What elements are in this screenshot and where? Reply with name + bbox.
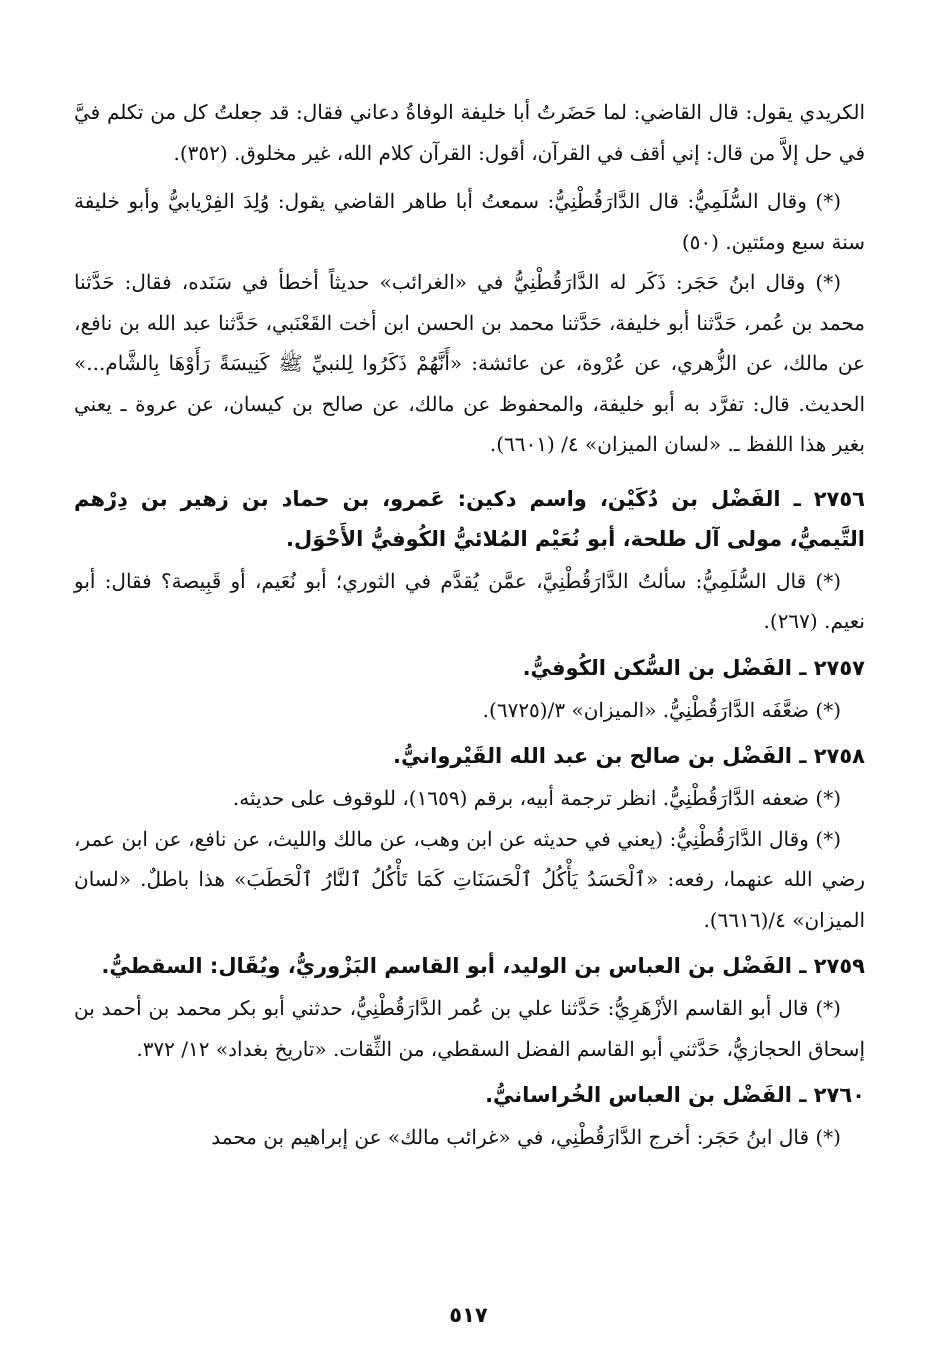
paragraph-sulami-thawri: (*) قال السُّلَمِيُّ: سألتُ الدَّارَقُطْنِيَّ، عمَّن يُقدَّم في الثوري؛ أبو نُعَيم، أو قَبِيصة؟ فقال: أبو نعيم. (٢٦٧). — [74, 568, 865, 633]
paragraph-kuraydi-quote: الكريدي يقول: قال القاضي: لما حَضَرتُ أبا خليفة الوفاةُ دعاني فقال: قد جعلتُ كل من تكلم فيَّ في حل إلاَّ من قال: إني أقف في القرآن، أقول: القرآن كلام الله، غير مخلوق. (٣٥٢). — [74, 100, 865, 165]
paragraph-daif-2758: (*) ضعفه الدَّارَقُطْنِيُّ. انظر ترجمة أبيه، برقم (١٦٥٩)، للوقوف على حديثه. — [232, 786, 841, 810]
entry-heading-2757: ٢٧٥٧ ـ الفَضْل بن السُّكن الكُوفيُّ. — [522, 655, 865, 680]
paragraph-sulami-birth: (*) وقال السُّلَمِيُّ: قال الدَّارَقُطْنِيُّ: سمعتُ أبا طاهر القاضي يقول: وُلِدَ الفِرْيابيُّ وأبو خليفة سنة سبع ومئتين. (٥٠) — [74, 189, 865, 254]
entry-heading-2760: ٢٧٦٠ ـ الفَضْل بن العباس الخُراسانيُّ. — [485, 1083, 865, 1107]
paragraph-daif-2757: (*) ضعَّفَه الدَّارَقُطْنِيُّ. «الميزان» ٣/(٦٧٢٥). — [482, 697, 841, 722]
entry-heading-2756: ٢٧٥٦ ـ الفَضْل بن دُكَيْن، واسم دكين: عَمرو، بن حماد بن زهير بن دِرْهم التَّيميُّ، مولى آل طلحة، أبو نُعَيْم المُلائيُّ الكُوفيُّ الأَحْوَل. — [74, 486, 865, 551]
paragraph-azhari: (*) قال أبو القاسم الأزْهَرِيُّ: حَدَّثنا علي بن عُمر الدَّارَقُطْنِيُّ، حدثني أبو بكر محمد بن أحمد بن إسحاق الحجازيُّ، حَدَّثني أبو القاسم الفضل السقطي، من الثِّقات. «تاريخ بغداد» ١٢/ ٣٧٢. — [74, 996, 865, 1061]
entry-heading-2759: ٢٧٥٩ ـ الفَضْل بن العباس بن الوليد، أبو القاسم البَزْوريُّ، ويُقَال: السقطيُّ. — [101, 954, 865, 978]
spacer — [74, 465, 865, 473]
page-number: ٥١٧ — [449, 1303, 488, 1327]
paragraph-ibn-hajar-gharaib: (*) وقال ابنُ حَجَر: ذَكَر له الدَّارَقُطْنِيُّ في «الغرائب» حديثاً أخطأ في سَنَده، فقال: حَدَّثنا محمد بن عُمر، حَدَّثنا أبو خليفة، حَدَّثنا محمد بن الحسن ابن أخت القَعْنَبي، حَدَّثنا عبد الله بن نافع، عن مالك، عن الزُّهري، عن عُرْوة، عن عائشة: «أَنَّهُمْ ذَكَرُوا لِلنبيِّ ﷺ كَنِيسَةً رَأَوْهَا بِالشَّام...» الحديث. قال: تفرَّد به أبو خليفة، والمحفوظ عن مالك، عن صالح بن كيسان، عن عروة ـ يعني بغير هذا اللفظ ـ. «لسان الميزان» ٤/ (٦٦٠١). — [74, 270, 865, 456]
paragraph-hasad-hadith: (*) وقال الدَّارَقُطْنِيُّ: (يعني في حديثه عن ابن وهب، عن مالك والليث، عن نافع، عن ابن عمر، رضي الله عنهما، رفعه: «ٱلْحَسَدُ يَأْكُلُ ٱلْحَسَنَاتِ كَمَا تَأْكُلُ ٱلنَّارُ ٱلْحَطَبَ» هذا باطلٌ. «لسان الميزان» ٤/(٦٦١٦). — [74, 826, 865, 932]
spacer — [74, 173, 865, 181]
entry-heading-2758: ٢٧٥٨ ـ الفَضْل بن صالح بن عبد الله القَيْروانيُّ. — [393, 744, 865, 768]
paragraph-ibn-hajar-malik: (*) قال ابنُ حَجَر: أخرج الدَّارَقُطْنِي، في «غرائب مالك» عن إبراهيم بن محمد — [211, 1125, 841, 1149]
